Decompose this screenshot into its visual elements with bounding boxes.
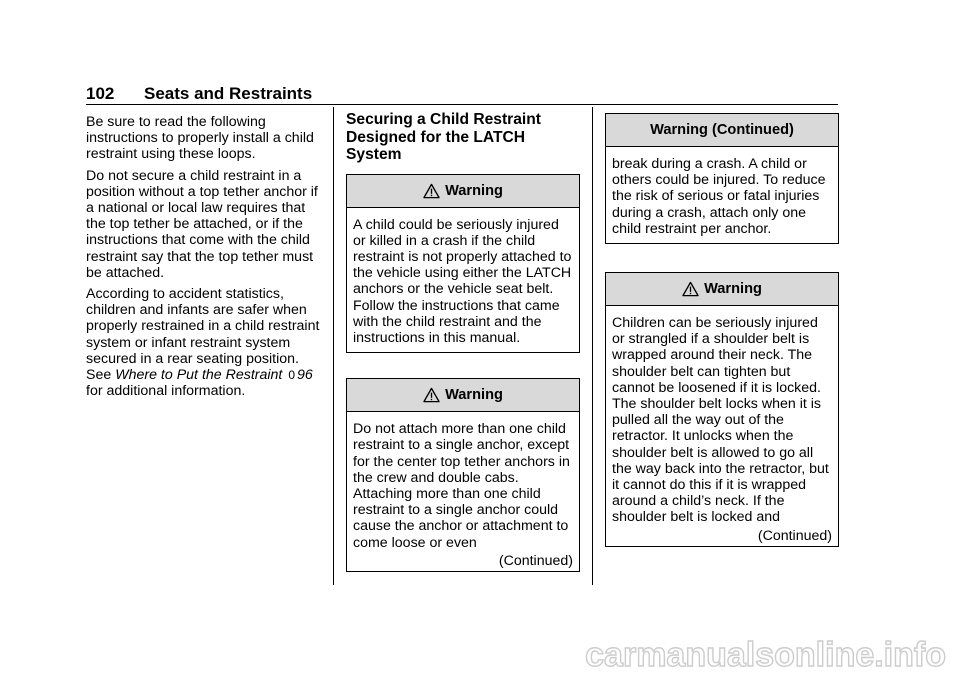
paragraph-3 bbox=[86, 286, 324, 399]
warning-box-1-title: Warning bbox=[445, 182, 503, 199]
continued-label: (Continued) bbox=[757, 527, 832, 544]
column-3 bbox=[605, 113, 839, 547]
warning-continued-box bbox=[605, 113, 839, 244]
warning-box-3-header bbox=[606, 273, 838, 306]
header-rule bbox=[86, 104, 838, 105]
paragraph-3-tail: for additional information. bbox=[86, 383, 246, 400]
warning-box-3-text: Children can be seriously injured or strangled if a shoulder belt is wrapped around their neck. The shoulder belt can tighten but cannot be loosened if it is locked. The shoulder belt locks when it is pulled all the way out of the retractor. It unlocks when the shoulder belt is allowed to go all the way back into the retractor, but it cannot do this if it is wrapped around a child’s neck. If the shoulder belt is locked and bbox=[612, 315, 829, 526]
warning-box-1 bbox=[346, 174, 580, 354]
subsection-heading: Securing a Child Restraint Designed for the LATCH System bbox=[346, 111, 541, 163]
warning-triangle-icon bbox=[423, 183, 440, 199]
column-1 bbox=[86, 114, 324, 404]
warning-box-2-title: Warning bbox=[445, 387, 503, 404]
warning-box-3-title: Warning bbox=[704, 281, 762, 298]
warning-continued-body: break during a crash. A child or others could be injured. To reduce the risk of serious or fatal injuries during a crash, attach only one child restraint per anchor. bbox=[612, 156, 826, 237]
warning-box-3 bbox=[605, 272, 839, 547]
warning-triangle-icon bbox=[423, 387, 440, 403]
page-number: 102 bbox=[86, 84, 115, 103]
section-title: Seats and Restraints bbox=[144, 84, 313, 103]
warning-continued-header bbox=[606, 114, 838, 147]
warning-box-1-body: A child could be seriously injured or killed in a crash if the child restraint is not properly attached to the vehicle using either the LATCH anchors or the vehicle seat belt. Follow the instructions that came with the child restraint and the instructions in this manual. bbox=[353, 216, 572, 346]
warning-box-2-body bbox=[347, 412, 579, 571]
warning-continued-title: Warning (Continued) bbox=[650, 122, 794, 138]
warning-box-2-text: Do not attach more than one child restraint to a single anchor, except for the center top tether anchors in the crew and double cabs. Attaching more than one child restraint to a single anchor could cause the anchor or attachment to come loose or even bbox=[353, 421, 570, 551]
cross-reference-link[interactable]: Where to Put the Restraint bbox=[115, 367, 283, 384]
paragraph-1: Be sure to read the following instructions to properly install a child restraint using these loops. bbox=[86, 114, 314, 163]
warning-box-2 bbox=[346, 378, 580, 572]
column-2 bbox=[346, 111, 580, 572]
continued-label: (Continued) bbox=[498, 552, 573, 569]
warning-triangle-icon bbox=[682, 281, 699, 297]
warning-box-2-header bbox=[347, 379, 579, 412]
paragraph-3-lead: According to accident statistics, children and infants are safer when properly restrained in a child restraint system or infant restraint system secured in a rear seating position. See bbox=[86, 286, 320, 384]
warning-box-1-header bbox=[347, 175, 579, 208]
watermark-text: carmanualsonline.info bbox=[585, 636, 946, 674]
watermark bbox=[560, 630, 950, 674]
warning-box-3-body bbox=[606, 306, 838, 546]
cross-reference-page[interactable]: 96 bbox=[297, 367, 313, 384]
page-arrow-icon: 0 bbox=[288, 368, 296, 383]
paragraph-2: Do not secure a child restraint in a position without a top tether anchor if a national or local law requires that the top tether be attached, or if the instructions that come with the child restraint say that the top tether must be attached. bbox=[86, 167, 318, 281]
page-header bbox=[86, 84, 840, 106]
column-divider-1 bbox=[333, 107, 334, 585]
column-divider-2 bbox=[592, 107, 593, 585]
